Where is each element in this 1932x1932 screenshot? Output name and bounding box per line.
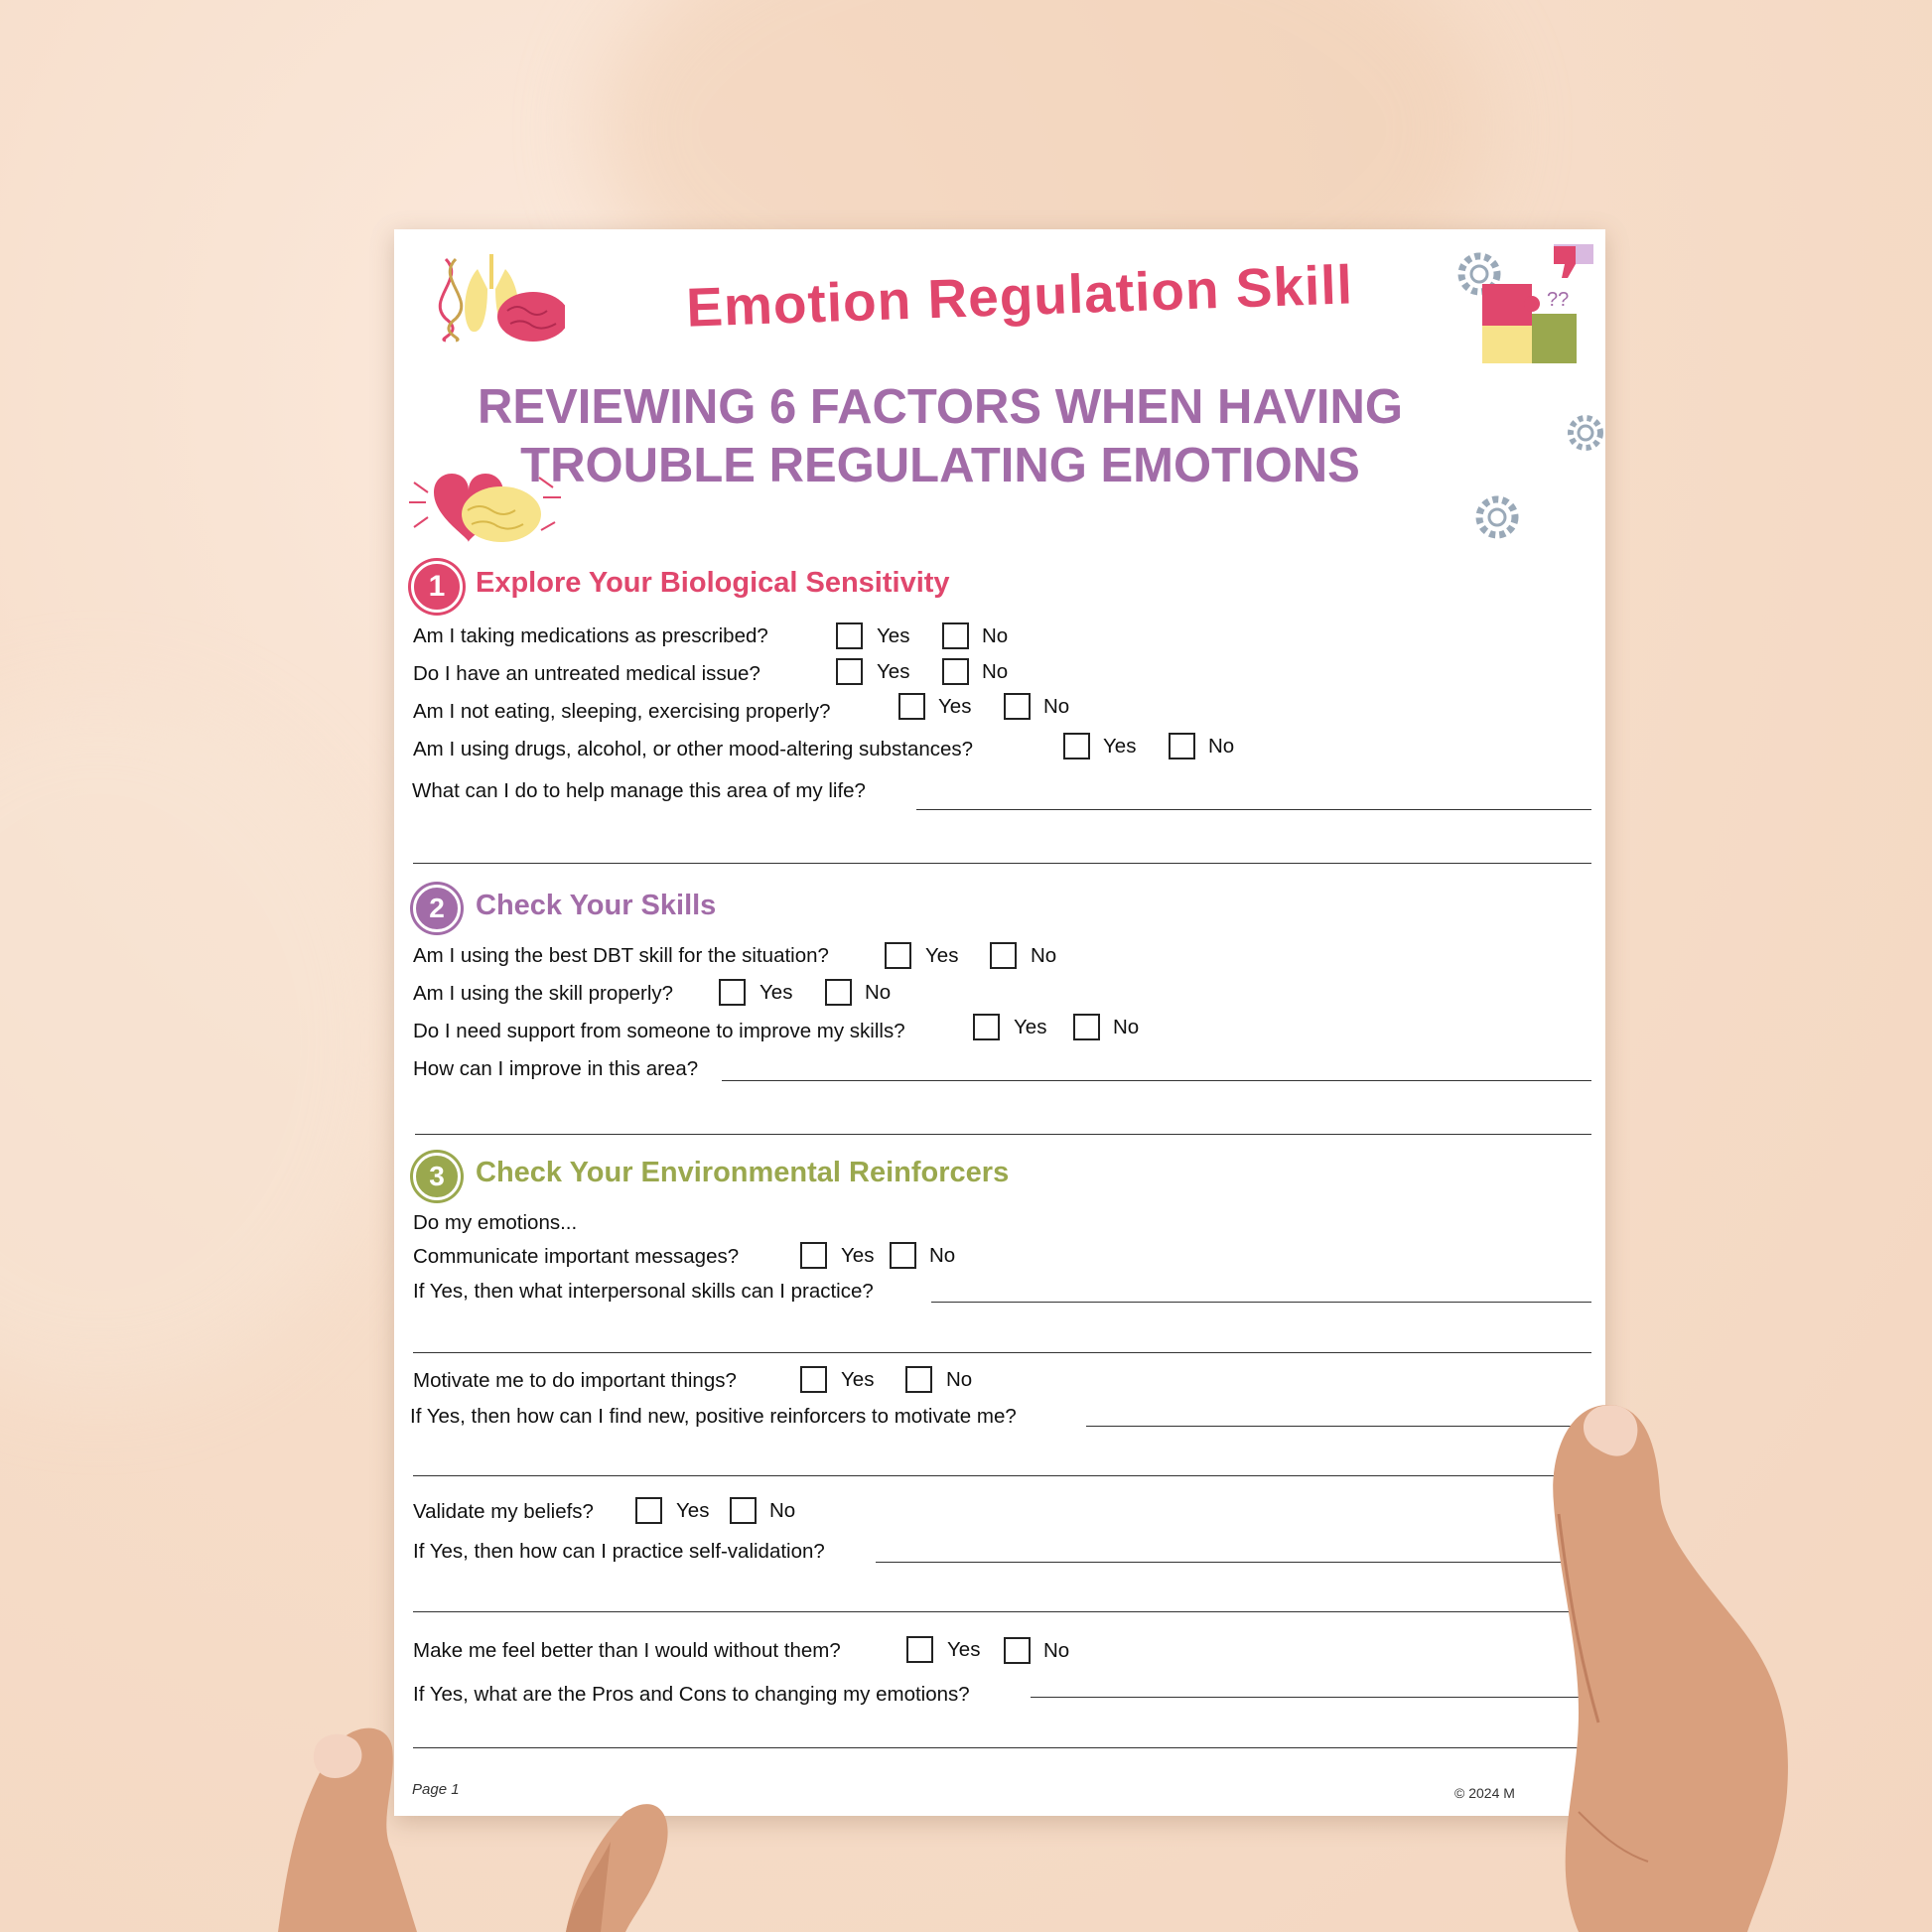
section-1-badge: 1: [411, 561, 463, 613]
medical-issue-yes-checkbox[interactable]: [836, 658, 863, 685]
no-label: No: [929, 1244, 956, 1267]
yes-label: Yes: [841, 1244, 875, 1267]
dbt-skill-yes-checkbox[interactable]: [885, 942, 911, 969]
answer-line[interactable]: [413, 1352, 1591, 1353]
left-hand: [268, 1723, 685, 1932]
answer-line[interactable]: [413, 1475, 1591, 1476]
question-marks-icon: ??: [1547, 289, 1570, 311]
thumbs-down-icon: [1554, 244, 1593, 278]
section-3-title: Check Your Environmental Reinforcers: [476, 1157, 1010, 1188]
yes-label: Yes: [841, 1368, 875, 1391]
followup-pros-cons: If Yes, what are the Pros and Cons to changing my emotions?: [413, 1683, 970, 1706]
yes-label: Yes: [938, 695, 972, 718]
background-blob: [0, 695, 397, 1390]
section-2-title: Check Your Skills: [476, 890, 717, 921]
medications-yes-checkbox[interactable]: [836, 622, 863, 649]
communicate-no-checkbox[interactable]: [890, 1242, 916, 1269]
skill-properly-yes-checkbox[interactable]: [719, 979, 746, 1006]
support-yes-checkbox[interactable]: [973, 1014, 1000, 1040]
no-label: No: [769, 1499, 796, 1522]
gear-icon: [1471, 491, 1523, 543]
no-label: No: [865, 981, 892, 1004]
question-validate: Validate my beliefs?: [413, 1500, 594, 1523]
answer-line[interactable]: [722, 1080, 1591, 1081]
puzzle-icon: [1454, 244, 1603, 363]
no-label: No: [946, 1368, 973, 1391]
medications-no-checkbox[interactable]: [942, 622, 969, 649]
validate-no-checkbox[interactable]: [730, 1497, 757, 1524]
page-title: REVIEWING 6 FACTORS WHEN HAVING TROUBLE REGULATING EMOTIONS: [478, 380, 1403, 492]
gear-icon: [1564, 411, 1607, 455]
section-1-title: Explore Your Biological Sensitivity: [476, 567, 950, 599]
dbt-skill-no-checkbox[interactable]: [990, 942, 1017, 969]
motivate-yes-checkbox[interactable]: [800, 1366, 827, 1393]
followup-motivate: If Yes, then how can I find new, positive reinforcers to motivate me?: [410, 1405, 1017, 1428]
prompt-manage-area: What can I do to help manage this area of my life?: [412, 779, 866, 802]
question-motivate: Motivate me to do important things?: [413, 1369, 737, 1392]
eating-no-checkbox[interactable]: [1004, 693, 1031, 720]
question-eating-sleeping: Am I not eating, sleeping, exercising properly?: [413, 700, 831, 723]
yes-label: Yes: [877, 624, 910, 647]
substances-yes-checkbox[interactable]: [1063, 733, 1090, 759]
motivate-no-checkbox[interactable]: [905, 1366, 932, 1393]
answer-line[interactable]: [413, 863, 1591, 864]
dna-lungs-brain-icon: [416, 249, 565, 344]
script-title: Emotion Regulation Skill: [685, 253, 1354, 339]
yes-label: Yes: [1014, 1016, 1047, 1038]
no-label: No: [1208, 735, 1235, 758]
no-label: No: [1043, 695, 1070, 718]
question-medical-issue: Do I have an untreated medical issue?: [413, 662, 760, 685]
copyright: © 2024 M: [1454, 1785, 1515, 1801]
no-label: No: [1043, 1639, 1070, 1662]
no-label: No: [1113, 1016, 1140, 1038]
section-3-badge: 3: [413, 1153, 461, 1200]
right-hand: [1430, 1395, 1797, 1932]
answer-line[interactable]: [931, 1302, 1591, 1303]
eating-yes-checkbox[interactable]: [898, 693, 925, 720]
yes-label: Yes: [676, 1499, 710, 1522]
followup-validate: If Yes, then how can I practice self-validation?: [413, 1540, 825, 1563]
support-no-checkbox[interactable]: [1073, 1014, 1100, 1040]
no-label: No: [982, 624, 1009, 647]
question-skill-properly: Am I using the skill properly?: [413, 982, 674, 1005]
page-number: Page 1: [412, 1781, 460, 1798]
no-label: No: [1031, 944, 1057, 967]
yes-label: Yes: [759, 981, 793, 1004]
prompt-improve-area: How can I improve in this area?: [413, 1057, 699, 1080]
no-label: No: [982, 660, 1009, 683]
question-best-dbt-skill: Am I using the best DBT skill for the situation?: [413, 944, 829, 967]
question-medications: Am I taking medications as prescribed?: [413, 624, 768, 647]
section-1-heading: [476, 567, 950, 600]
answer-line[interactable]: [415, 1134, 1591, 1135]
feel-better-no-checkbox[interactable]: [1004, 1637, 1031, 1664]
question-feel-better: Make me feel better than I would without them?: [413, 1639, 841, 1662]
substances-no-checkbox[interactable]: [1169, 733, 1195, 759]
question-communicate: Communicate important messages?: [413, 1245, 740, 1268]
question-need-support: Do I need support from someone to improve my skills?: [413, 1020, 905, 1042]
yes-label: Yes: [925, 944, 959, 967]
answer-line[interactable]: [916, 809, 1591, 810]
dna-icon: [440, 259, 462, 341]
worksheet-page: [394, 229, 1605, 1816]
feel-better-yes-checkbox[interactable]: [906, 1636, 933, 1663]
validate-yes-checkbox[interactable]: [635, 1497, 662, 1524]
yes-label: Yes: [1103, 735, 1137, 758]
medical-issue-no-checkbox[interactable]: [942, 658, 969, 685]
yes-label: Yes: [877, 660, 910, 683]
answer-line[interactable]: [413, 1611, 1591, 1612]
communicate-yes-checkbox[interactable]: [800, 1242, 827, 1269]
section-2-badge: 2: [413, 885, 461, 932]
yes-label: Yes: [947, 1638, 981, 1661]
skill-properly-no-checkbox[interactable]: [825, 979, 852, 1006]
question-substances: Am I using drugs, alcohol, or other mood-altering substances?: [413, 738, 974, 760]
section-3-intro: Do my emotions...: [413, 1211, 578, 1234]
followup-communicate: If Yes, then what interpersonal skills can I practice?: [413, 1280, 874, 1303]
